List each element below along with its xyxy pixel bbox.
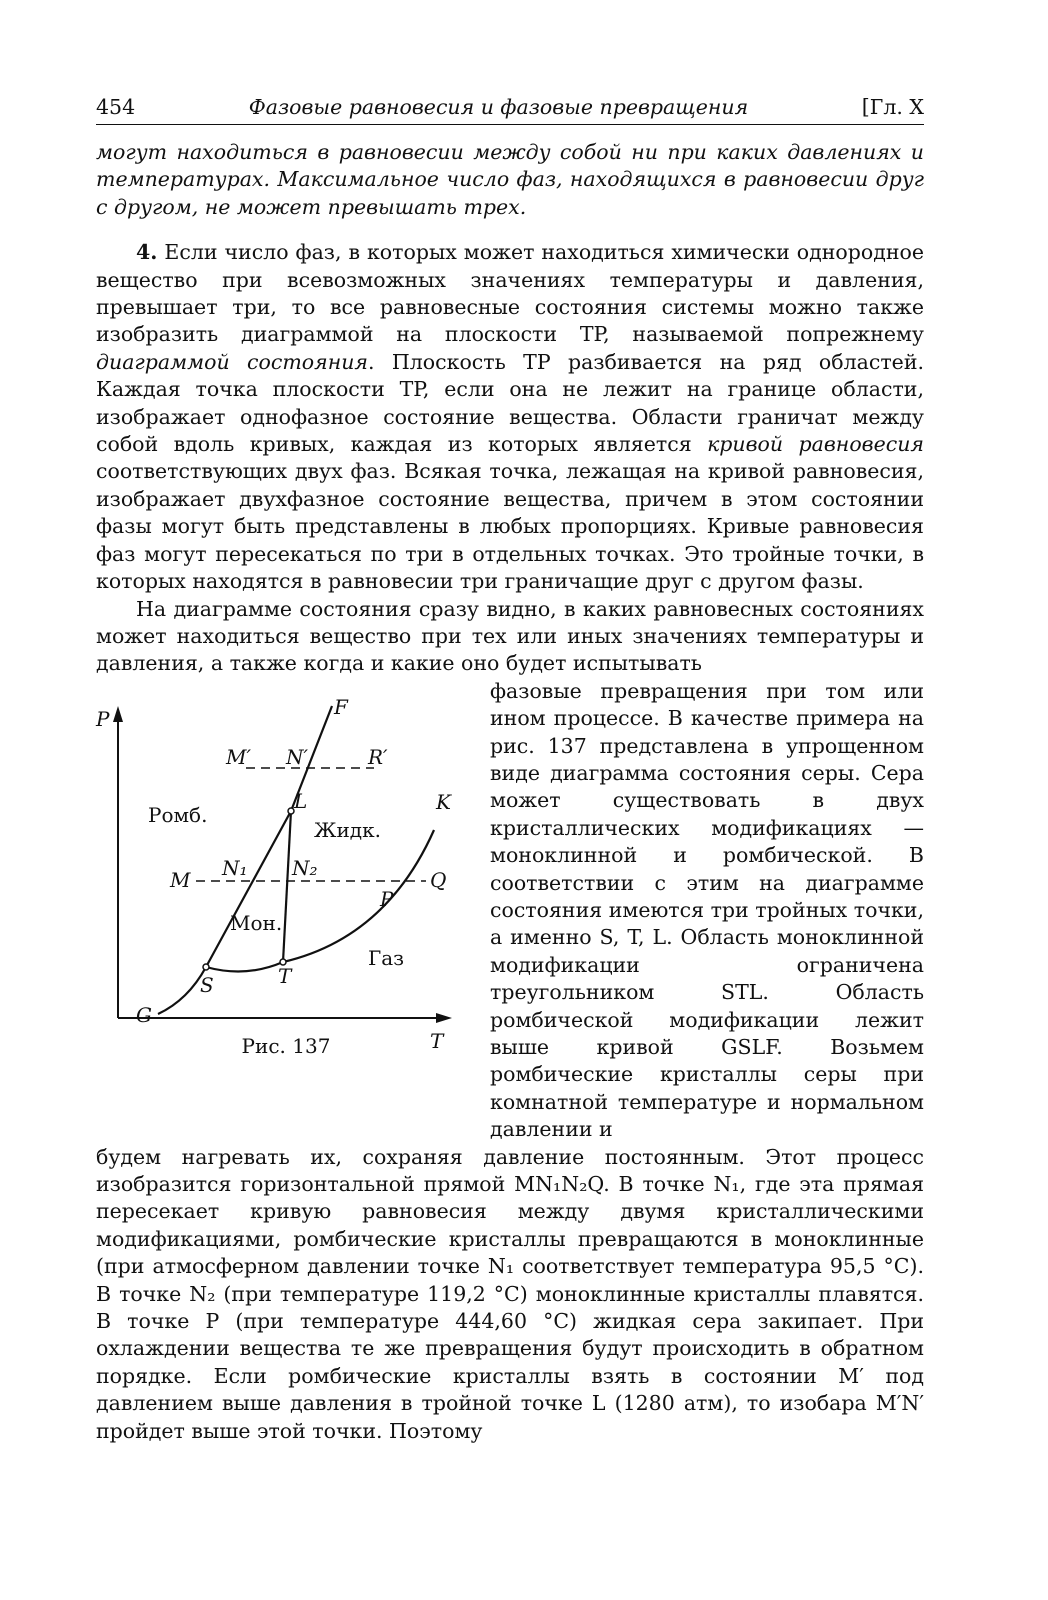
- label-n-prime: N′: [286, 744, 309, 769]
- curve-gs: [158, 967, 206, 1014]
- running-head: [96, 92, 924, 125]
- region-romb: Ромб.: [148, 802, 208, 827]
- label-n2: N₂: [292, 855, 318, 880]
- book-page: [96, 92, 924, 1445]
- label-s: S: [200, 972, 214, 997]
- p4-text-c: соответствующих двух фаз. Всякая точка, лежащая на кривой равновесия, изображает двухфазное состояние вещества, причем в этом состоянии фазы могут быть представлены в любых пропорциях. Кривые равновесия фаз могут пересекаться по три в отдельных точках. Это тройные точки, в которых находятся в равновесии три граничащие друг с другом фазы.: [96, 459, 924, 594]
- term-equilibrium-curve: кривой равновесия: [707, 432, 924, 457]
- curve-sl: [206, 811, 291, 967]
- p-axis-arrow: [113, 706, 123, 722]
- label-p: P: [380, 886, 394, 911]
- running-title: Фазовые равновесия и фазовые превращения: [248, 95, 749, 119]
- label-n1: N₁: [222, 855, 248, 880]
- label-k: K: [436, 789, 451, 814]
- axis-label-p: P: [96, 706, 110, 731]
- figure-with-text: [96, 678, 924, 1144]
- curve-tl: [283, 811, 291, 962]
- term-state-diagram: диаграммой состояния: [96, 349, 368, 374]
- statement-paragraph: могут находиться в равновесии между собой ни при каких давлениях и температурах. Максимальное число фаз, находящихся в равновесии друг с другом, не может превышать трех.: [96, 140, 924, 219]
- label-q: Q: [430, 867, 447, 892]
- axis-label-t: T: [430, 1028, 444, 1053]
- point-s: [203, 964, 209, 970]
- label-t: T: [278, 963, 292, 988]
- figure-side-text: [476, 678, 924, 1144]
- section-number: 4.: [136, 240, 158, 265]
- label-f: F: [334, 694, 348, 719]
- region-mono: Мон.: [230, 910, 283, 935]
- curve-tk: [283, 830, 434, 962]
- chapter-marker: [Гл. X: [861, 95, 924, 119]
- region-liquid: Жидк.: [314, 817, 381, 842]
- curve-st: [206, 962, 283, 971]
- figure-137: [96, 678, 476, 1144]
- page-number: 454: [96, 95, 136, 119]
- label-g: G: [136, 1002, 152, 1027]
- label-m-prime: M′: [226, 744, 252, 769]
- label-l: L: [294, 788, 308, 813]
- paragraph-5-lead: На диаграмме состояния сразу видно, в каких равновесных состояниях может находиться вещество при тех или иных значениях температуры и давления, а также когда и какие оно будет испытывать: [96, 596, 924, 676]
- t-axis-arrow: [436, 1013, 452, 1023]
- paragraph-4: [96, 239, 924, 595]
- p4-text-b: . Плоскость TP разбивается на ряд областей. Каждая точка плоскости TP, если она не лежит на границе области, изображает однофазное состояние вещества. Области граничат между собой вдоль кривых, каждая из которых является: [96, 349, 924, 457]
- label-r-prime: R′: [368, 744, 388, 769]
- paragraph-5-side: фазовые превращения при том или ином процессе. В качестве примера на рис. 137 представлена в упрощенном виде диаграмма состояния серы. Сера может существовать в двух кристаллических модификациях — моноклинной и ромбической. В соответствии с этим на диаграмме состояния имеются три тройных точки, а именно S, T, L. Область моноклинной модификации ограничена треугольником STL. Область ромбической модификации лежит выше кривой GSLF. Возьмем ромбические кристаллы серы при комнатной температуре и нормальном давлении и: [490, 678, 924, 1142]
- paragraph-5-after: будем нагревать их, сохраняя давление постоянным. Этот процесс изобразится горизонтальной прямой MN₁N₂Q. В точке N₁, где эта прямая пересекает кривую равновесия между двумя кристаллическими модификациями, ромбические кристаллы превращаются в моноклинные (при атмосферном давлении точке N₁ соответствует температура 95,5 °C). В точке N₂ (при температуре 119,2 °C) моноклинные кристаллы плавятся. В точке P (при температуре 444,60 °C) жидкая сера закипает. При охлаждении вещества те же превращения будут происходить в обратном порядке. Если ромбические кристаллы взять в состоянии M′ под давлением выше давления в тройной точке L (1280 атм), то изобара M′N′ пройдет выше этой точки. Поэтому: [96, 1144, 924, 1443]
- region-gas: Газ: [368, 945, 405, 970]
- figure-caption: Рис. 137: [241, 1033, 331, 1058]
- label-m: M: [170, 867, 191, 892]
- p4-text-a: Если число фаз, в которых может находиться химически однородное вещество при всевозможных значениях температуры и давления, превышает три, то все равновесные состояния системы можно также изобразить диаграммой на плоскости TP, называемой попрежнему: [96, 240, 924, 347]
